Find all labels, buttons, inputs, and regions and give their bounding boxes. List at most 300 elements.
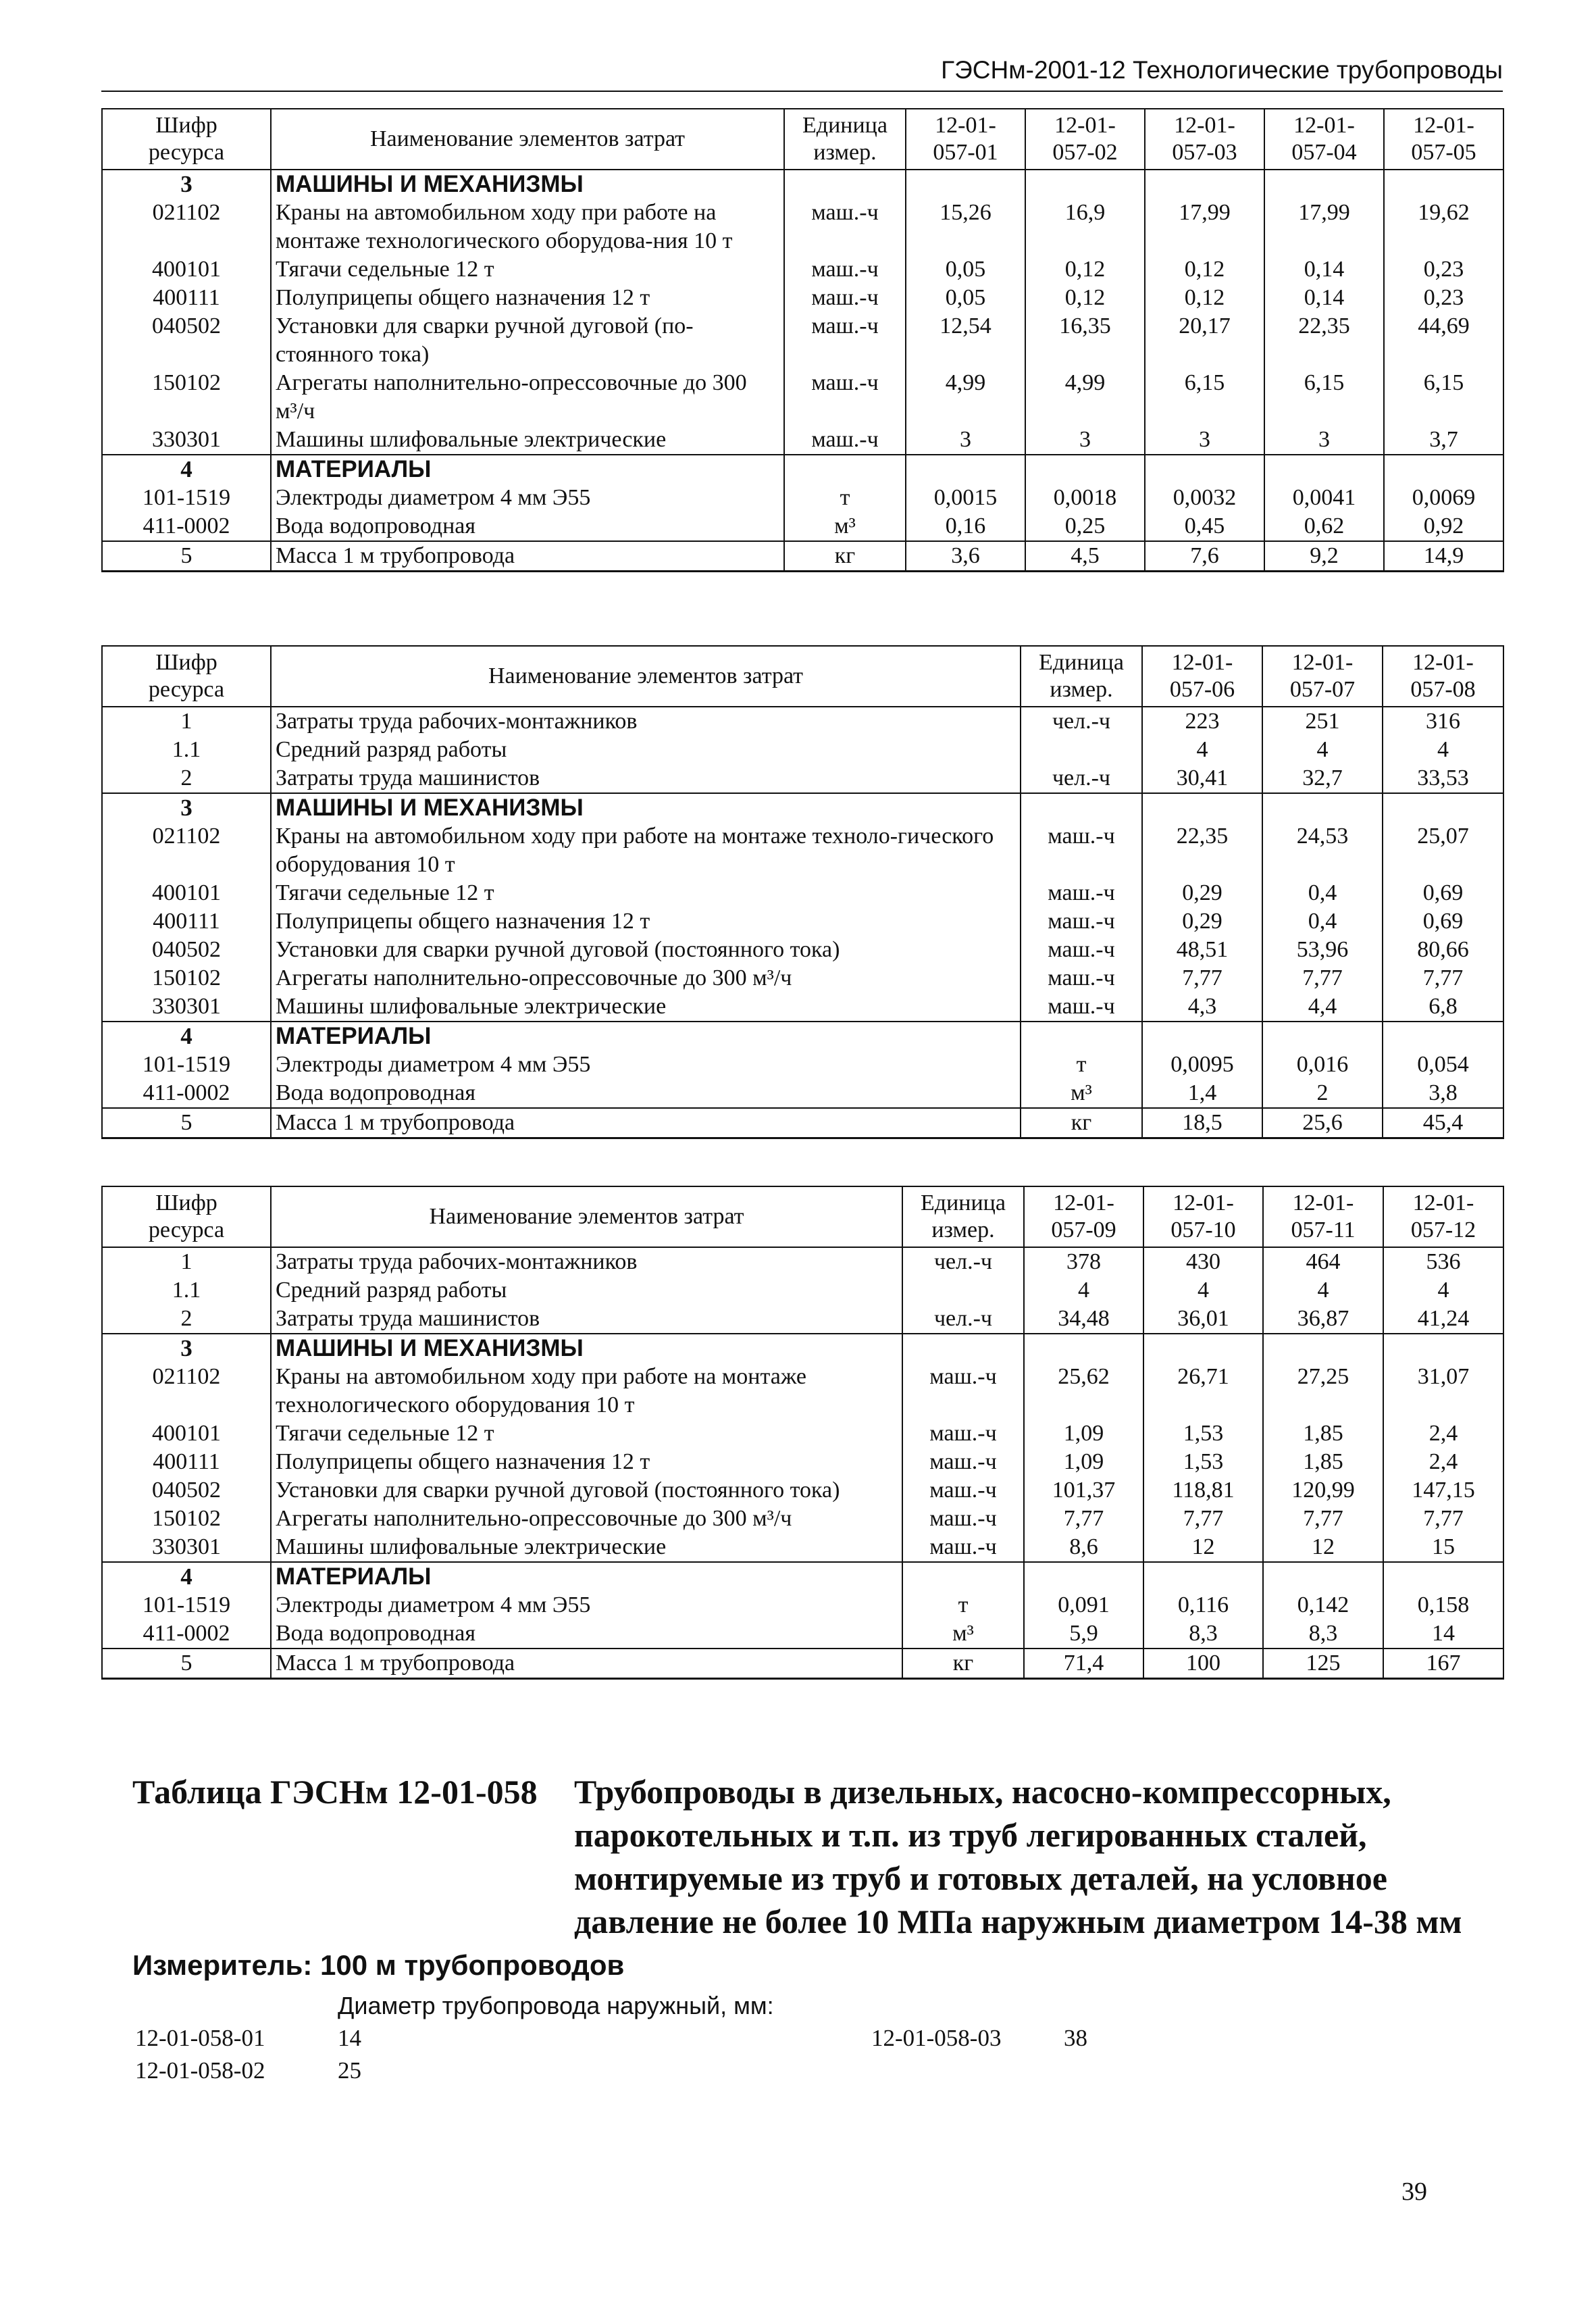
table-row — [102, 879, 1503, 907]
table-header-row — [102, 109, 1503, 170]
cost-element-name: Вода водопроводная — [271, 512, 784, 541]
value-cell: 316 — [1383, 707, 1503, 736]
header-col-line: 057-08 — [1410, 677, 1476, 702]
unit-cell: маш.-ч — [784, 284, 906, 312]
header-unit-line: Единица — [1039, 650, 1124, 675]
resource-code: 150102 — [102, 369, 271, 426]
value-cell: 34,48 — [1024, 1305, 1143, 1334]
value-cell: 0,0015 — [906, 484, 1025, 512]
value-cell: 0,16 — [906, 512, 1025, 541]
value-cell: 44,69 — [1384, 312, 1503, 369]
value-cell: 7,77 — [1142, 964, 1262, 992]
value-cell: 101,37 — [1024, 1476, 1143, 1505]
value-cell: 17,99 — [1145, 199, 1264, 255]
cost-element-name: Масса 1 м трубопровода — [271, 1649, 902, 1679]
value-cell: 3 — [1025, 426, 1145, 455]
table-row — [102, 1649, 1503, 1679]
value-cell: 48,51 — [1142, 936, 1262, 964]
value-cell — [906, 170, 1025, 199]
resource-code: 400111 — [102, 284, 271, 312]
value-cell: 118,81 — [1143, 1476, 1263, 1505]
value-cell: 25,6 — [1262, 1108, 1383, 1138]
value-cell: 0,091 — [1024, 1591, 1143, 1619]
value-cell: 0,016 — [1262, 1051, 1383, 1079]
value-cell: 1,85 — [1263, 1448, 1383, 1476]
value-cell: 4,99 — [1025, 369, 1145, 426]
header-unit — [902, 1186, 1024, 1247]
header-col-line: 12-01- — [1171, 650, 1233, 675]
table-row — [102, 707, 1503, 736]
table-row — [102, 936, 1503, 964]
running-header: ГЭСНм-2001-12 Технологические трубопроводы — [101, 54, 1503, 92]
cost-element-name: Затраты труда рабочих-монтажников — [271, 1247, 902, 1276]
header-code-line: Шифр — [155, 650, 217, 675]
resource-table-057-01-05 — [101, 108, 1504, 572]
value-cell: 45,4 — [1383, 1108, 1503, 1138]
cost-element-name: Полуприцепы общего назначения 12 т — [271, 1448, 902, 1476]
resource-code: 1 — [102, 1247, 271, 1276]
value-cell: 6,8 — [1383, 992, 1503, 1022]
value-cell: 6,15 — [1145, 369, 1264, 426]
resource-code: 2 — [102, 1305, 271, 1334]
header-unit-line: Единица — [921, 1190, 1006, 1215]
cost-element-name: Установки для сварки ручной дуговой (постоянного тока) — [271, 1476, 902, 1505]
value-cell: 251 — [1262, 707, 1383, 736]
value-cell: 0,0032 — [1145, 484, 1264, 512]
resource-code: 400111 — [102, 907, 271, 936]
header-unit-line: Единица — [802, 113, 887, 138]
value-cell: 1,4 — [1142, 1079, 1262, 1108]
section-row — [102, 1022, 1503, 1051]
table-row — [102, 764, 1503, 793]
resource-code: 4 — [102, 455, 271, 484]
value-cell — [1263, 1562, 1383, 1591]
unit-cell: т — [1021, 1051, 1142, 1079]
resource-code: 411-0002 — [102, 1619, 271, 1649]
table-row — [102, 1247, 1503, 1276]
resource-code: 1.1 — [102, 736, 271, 764]
value-cell: 4 — [1024, 1276, 1143, 1305]
header-col-line: 057-06 — [1169, 677, 1235, 702]
header-col-line: 057-10 — [1170, 1217, 1236, 1242]
cost-element-name: Затраты труда машинистов — [271, 764, 1021, 793]
value-cell: 120,99 — [1263, 1476, 1383, 1505]
resource-code: 150102 — [102, 964, 271, 992]
value-cell: 12,54 — [906, 312, 1025, 369]
unit-cell: кг — [784, 541, 906, 572]
value-cell — [1143, 1334, 1263, 1363]
value-cell: 53,96 — [1262, 936, 1383, 964]
unit-cell: маш.-ч — [902, 1448, 1024, 1476]
value-cell: 0,4 — [1262, 879, 1383, 907]
value-cell: 12 — [1143, 1533, 1263, 1562]
value-cell: 1,09 — [1024, 1448, 1143, 1476]
table-row — [102, 369, 1503, 426]
table-row — [102, 1505, 1503, 1533]
resource-code: 021102 — [102, 822, 271, 879]
value-cell: 80,66 — [1383, 936, 1503, 964]
unit-cell — [784, 455, 906, 484]
resource-code: 5 — [102, 541, 271, 572]
section-row — [102, 170, 1503, 199]
cost-element-name: Затраты труда рабочих-монтажников — [271, 707, 1021, 736]
value-cell: 4 — [1263, 1276, 1383, 1305]
header-col-line: 12-01- — [1291, 650, 1354, 675]
cost-element-name: Электроды диаметром 4 мм Э55 — [271, 1051, 1021, 1079]
value-cell: 0,69 — [1383, 907, 1503, 936]
value-cell: 0,4 — [1262, 907, 1383, 936]
value-cell: 0,05 — [906, 284, 1025, 312]
value-cell: 0,45 — [1145, 512, 1264, 541]
value-cell: 0,14 — [1264, 284, 1384, 312]
unit-cell: чел.-ч — [1021, 707, 1142, 736]
header-col-line: 057-11 — [1291, 1217, 1356, 1242]
header-col-line: 057-05 — [1411, 140, 1476, 165]
value-cell — [1383, 793, 1503, 822]
value-cell — [1262, 793, 1383, 822]
table-row — [102, 484, 1503, 512]
cost-element-name: Машины шлифовальные электрические — [271, 992, 1021, 1022]
value-058-02: 25 — [338, 2057, 361, 2084]
cost-element-name: Электроды диаметром 4 мм Э55 — [271, 484, 784, 512]
value-cell: 30,41 — [1142, 764, 1262, 793]
value-cell: 4 — [1262, 736, 1383, 764]
value-cell: 7,77 — [1024, 1505, 1143, 1533]
value-cell — [1143, 1562, 1263, 1591]
resource-code: 1 — [102, 707, 271, 736]
unit-cell: м³ — [1021, 1079, 1142, 1108]
value-cell: 36,01 — [1143, 1305, 1263, 1334]
section-title: МАШИНЫ И МЕХАНИЗМЫ — [271, 1334, 902, 1363]
value-cell — [1024, 1334, 1143, 1363]
unit-cell: маш.-ч — [784, 312, 906, 369]
resource-code: 3 — [102, 1334, 271, 1363]
table-row — [102, 1619, 1503, 1649]
resource-code: 411-0002 — [102, 1079, 271, 1108]
value-cell: 27,25 — [1263, 1363, 1383, 1419]
value-cell: 7,6 — [1145, 541, 1264, 572]
header-col-line: 12-01- — [1412, 650, 1474, 675]
value-cell: 41,24 — [1383, 1305, 1503, 1334]
section-title: МАШИНЫ И МЕХАНИЗМЫ — [271, 170, 784, 199]
resource-code: 040502 — [102, 936, 271, 964]
value-cell — [1145, 455, 1264, 484]
cost-element-name: Тягачи седельные 12 т — [271, 879, 1021, 907]
unit-cell: маш.-ч — [1021, 964, 1142, 992]
table-row — [102, 1419, 1503, 1448]
value-cell — [1024, 1562, 1143, 1591]
header-col-line: 12-01- — [1054, 113, 1116, 138]
unit-cell — [902, 1334, 1024, 1363]
header-code-line: ресурса — [148, 140, 225, 165]
header-col-line: 12-01- — [1292, 1190, 1354, 1215]
table-row — [102, 1533, 1503, 1562]
value-cell: 1,53 — [1143, 1419, 1263, 1448]
page-number: 39 — [1401, 2178, 1427, 2206]
unit-cell — [902, 1276, 1024, 1305]
unit-cell: м³ — [784, 512, 906, 541]
cost-element-name: Масса 1 м трубопровода — [271, 1108, 1021, 1138]
value-cell: 71,4 — [1024, 1649, 1143, 1679]
value-cell: 1,53 — [1143, 1448, 1263, 1476]
value-cell: 26,71 — [1143, 1363, 1263, 1419]
value-cell — [1384, 170, 1503, 199]
unit-cell — [1021, 736, 1142, 764]
unit-cell — [902, 1562, 1024, 1591]
resource-code: 330301 — [102, 992, 271, 1022]
value-cell: 3,7 — [1384, 426, 1503, 455]
value-cell: 4,99 — [906, 369, 1025, 426]
header-col-line: 057-04 — [1291, 140, 1357, 165]
value-cell: 7,77 — [1383, 1505, 1503, 1533]
value-cell — [1025, 170, 1145, 199]
value-cell: 14,9 — [1384, 541, 1503, 572]
header-col — [1024, 1186, 1143, 1247]
resource-code: 101-1519 — [102, 484, 271, 512]
resource-code: 4 — [102, 1562, 271, 1591]
table-row — [102, 1363, 1503, 1419]
header-name: Наименование элементов затрат — [271, 646, 1021, 707]
section-row — [102, 1334, 1503, 1363]
header-col-line: 057-12 — [1410, 1217, 1476, 1242]
value-cell: 378 — [1024, 1247, 1143, 1276]
value-cell: 0,12 — [1145, 284, 1264, 312]
header-unit — [1021, 646, 1142, 707]
header-col — [1142, 646, 1262, 707]
value-cell: 15,26 — [906, 199, 1025, 255]
section-row — [102, 1562, 1503, 1591]
resource-code: 411-0002 — [102, 512, 271, 541]
unit-cell: чел.-ч — [902, 1305, 1024, 1334]
table-row — [102, 736, 1503, 764]
header-code-line: Шифр — [155, 1190, 217, 1215]
section-row — [102, 455, 1503, 484]
unit-cell — [1021, 1022, 1142, 1051]
table-row — [102, 992, 1503, 1022]
value-cell: 7,77 — [1383, 964, 1503, 992]
table-row — [102, 512, 1503, 541]
resource-code: 2 — [102, 764, 271, 793]
value-cell: 19,62 — [1384, 199, 1503, 255]
header-col — [1025, 109, 1145, 170]
section-title: МАШИНЫ И МЕХАНИЗМЫ — [271, 793, 1021, 822]
table-header-row — [102, 1186, 1503, 1247]
value-cell: 3,8 — [1383, 1079, 1503, 1108]
unit-cell: маш.-ч — [784, 426, 906, 455]
header-col — [1262, 646, 1383, 707]
resource-code: 040502 — [102, 312, 271, 369]
resource-code: 400111 — [102, 1448, 271, 1476]
value-cell — [1383, 1022, 1503, 1051]
header-col-line: 057-09 — [1051, 1217, 1116, 1242]
value-cell — [1145, 170, 1264, 199]
value-cell: 7,77 — [1263, 1505, 1383, 1533]
header-col-line: 12-01- — [1174, 113, 1235, 138]
resource-code: 5 — [102, 1649, 271, 1679]
table-row — [102, 284, 1503, 312]
value-cell — [1383, 1334, 1503, 1363]
value-cell: 2,4 — [1383, 1419, 1503, 1448]
value-cell — [1264, 170, 1384, 199]
code-058-01: 12-01-058-01 — [135, 2025, 265, 2051]
resource-code: 4 — [102, 1022, 271, 1051]
header-col — [1384, 109, 1503, 170]
value-cell: 4 — [1383, 1276, 1503, 1305]
resource-code: 3 — [102, 793, 271, 822]
value-cell: 0,0041 — [1264, 484, 1384, 512]
header-code-line: Шифр — [155, 113, 217, 138]
value-cell: 147,15 — [1383, 1476, 1503, 1505]
value-cell: 3 — [1145, 426, 1264, 455]
value-cell: 3 — [906, 426, 1025, 455]
resource-code: 021102 — [102, 1363, 271, 1419]
value-cell: 0,158 — [1383, 1591, 1503, 1619]
cost-element-name: Средний разряд работы — [271, 736, 1021, 764]
value-cell: 32,7 — [1262, 764, 1383, 793]
cost-element-name: Краны на автомобильном ходу при работе на монтаже техноло-гического оборудования 10 т — [271, 822, 1021, 879]
value-cell: 4,5 — [1025, 541, 1145, 572]
value-cell: 18,5 — [1142, 1108, 1262, 1138]
cost-element-name: Полуприцепы общего назначения 12 т — [271, 907, 1021, 936]
header-col — [1143, 1186, 1263, 1247]
header-unit-line: измер. — [1050, 677, 1113, 702]
code-058-03: 12-01-058-03 — [871, 2025, 1002, 2051]
value-cell: 20,17 — [1145, 312, 1264, 369]
header-col-line: 057-03 — [1172, 140, 1237, 165]
value-cell: 16,35 — [1025, 312, 1145, 369]
unit-cell: маш.-ч — [784, 255, 906, 284]
value-cell: 536 — [1383, 1247, 1503, 1276]
value-cell: 25,62 — [1024, 1363, 1143, 1419]
unit-cell: маш.-ч — [902, 1363, 1024, 1419]
resource-code: 101-1519 — [102, 1591, 271, 1619]
value-cell — [1263, 1334, 1383, 1363]
header-code — [102, 646, 271, 707]
table-058-caption: Таблица ГЭСНм 12-01-058 — [132, 1773, 538, 1811]
meter-unit: Измеритель: 100 м трубопроводов — [132, 1949, 625, 1981]
value-cell: 17,99 — [1264, 199, 1384, 255]
header-col — [1263, 1186, 1383, 1247]
header-unit-line: измер. — [931, 1217, 995, 1242]
table-row — [102, 1079, 1503, 1108]
unit-cell: кг — [902, 1649, 1024, 1679]
value-cell: 5,9 — [1024, 1619, 1143, 1649]
section-title: МАТЕРИАЛЫ — [271, 1562, 902, 1591]
cost-element-name: Масса 1 м трубопровода — [271, 541, 784, 572]
cost-element-name: Вода водопроводная — [271, 1079, 1021, 1108]
value-cell: 6,15 — [1264, 369, 1384, 426]
cost-element-name: Агрегаты наполнительно-опрессовочные до 300 м³/ч — [271, 1505, 902, 1533]
unit-cell: маш.-ч — [1021, 822, 1142, 879]
value-cell: 33,53 — [1383, 764, 1503, 793]
cost-element-name: Затраты труда машинистов — [271, 1305, 902, 1334]
value-cell: 4 — [1383, 736, 1503, 764]
header-col — [1264, 109, 1384, 170]
value-cell: 8,3 — [1263, 1619, 1383, 1649]
header-name: Наименование элементов затрат — [271, 1186, 902, 1247]
value-cell: 1,85 — [1263, 1419, 1383, 1448]
value-cell: 0,116 — [1143, 1591, 1263, 1619]
value-cell: 0,0095 — [1142, 1051, 1262, 1079]
table-row — [102, 1108, 1503, 1138]
table-row — [102, 1305, 1503, 1334]
value-cell: 100 — [1143, 1649, 1263, 1679]
cost-element-name: Средний разряд работы — [271, 1276, 902, 1305]
header-col-line: 057-07 — [1289, 677, 1356, 702]
value-cell: 2 — [1262, 1079, 1383, 1108]
unit-cell: маш.-ч — [902, 1533, 1024, 1562]
value-cell: 2,4 — [1383, 1448, 1503, 1476]
table-row — [102, 1051, 1503, 1079]
value-cell: 0,29 — [1142, 907, 1262, 936]
resource-code: 330301 — [102, 1533, 271, 1562]
unit-cell: м³ — [902, 1619, 1024, 1649]
header-col — [906, 109, 1025, 170]
value-cell: 0,69 — [1383, 879, 1503, 907]
header-col-line: 12-01- — [935, 113, 996, 138]
value-cell: 0,0018 — [1025, 484, 1145, 512]
value-cell: 8,3 — [1143, 1619, 1263, 1649]
value-cell — [1384, 455, 1503, 484]
value-cell — [1264, 455, 1384, 484]
value-cell: 0,12 — [1025, 284, 1145, 312]
value-cell: 223 — [1142, 707, 1262, 736]
section-row — [102, 793, 1503, 822]
cost-element-name: Установки для сварки ручной дуговой (постоянного тока) — [271, 936, 1021, 964]
table-row — [102, 426, 1503, 455]
value-cell: 9,2 — [1264, 541, 1384, 572]
cost-element-name: Машины шлифовальные электрические — [271, 1533, 902, 1562]
resource-code: 101-1519 — [102, 1051, 271, 1079]
table-row — [102, 907, 1503, 936]
header-unit — [784, 109, 906, 170]
table-row — [102, 1448, 1503, 1476]
value-cell: 3,6 — [906, 541, 1025, 572]
header-col-line: 057-01 — [933, 140, 998, 165]
value-cell — [1262, 1022, 1383, 1051]
resource-code: 3 — [102, 170, 271, 199]
unit-cell: чел.-ч — [1021, 764, 1142, 793]
value-cell: 0,23 — [1384, 255, 1503, 284]
unit-cell: маш.-ч — [784, 199, 906, 255]
header-code-line: ресурса — [148, 677, 225, 702]
cost-element-name: Краны на автомобильном ходу при работе на монтаже технологического оборудования 10 т — [271, 1363, 902, 1419]
header-unit-line: измер. — [813, 140, 877, 165]
cost-element-name: Агрегаты наполнительно-опрессовочные до 300 м³/ч — [271, 369, 784, 426]
header-col — [1145, 109, 1264, 170]
value-cell: 0,92 — [1384, 512, 1503, 541]
header-col — [1383, 1186, 1503, 1247]
cost-element-name: Электроды диаметром 4 мм Э55 — [271, 1591, 902, 1619]
unit-cell — [784, 170, 906, 199]
value-cell: 4 — [1143, 1276, 1263, 1305]
table-row — [102, 541, 1503, 572]
cost-element-name: Машины шлифовальные электрические — [271, 426, 784, 455]
value-cell: 464 — [1263, 1247, 1383, 1276]
value-cell: 25,07 — [1383, 822, 1503, 879]
value-cell: 31,07 — [1383, 1363, 1503, 1419]
value-cell: 22,35 — [1142, 822, 1262, 879]
header-code — [102, 109, 271, 170]
value-cell: 0,054 — [1383, 1051, 1503, 1079]
value-cell: 4,3 — [1142, 992, 1262, 1022]
value-cell: 125 — [1263, 1649, 1383, 1679]
value-cell: 3 — [1264, 426, 1384, 455]
value-cell: 0,14 — [1264, 255, 1384, 284]
cost-element-name: Полуприцепы общего назначения 12 т — [271, 284, 784, 312]
section-title: МАТЕРИАЛЫ — [271, 1022, 1021, 1051]
resource-code: 1.1 — [102, 1276, 271, 1305]
